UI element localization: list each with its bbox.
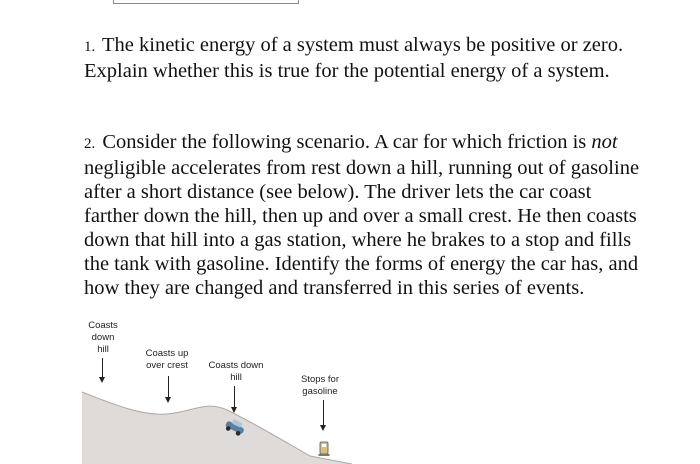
question-2-text-after: negligible accelerates from rest down a hill, running out of gasoline after a short distance (see below). The driver lets the car coast farther down the hill, then up and over a small crest. He then coasts down that hill into a gas station, where he brakes to a stop and fills the tank with gasoline. Identify the forms of energy the car has, and how they are changed and transferred in this series of events. xyxy=(84,157,640,299)
question-1-number: 1. xyxy=(84,39,96,55)
arrow-coasts-down-hill-1 xyxy=(102,358,103,378)
arrow-stops-for-gasoline xyxy=(323,400,324,426)
hill-scenario-figure xyxy=(82,316,352,464)
question-2 xyxy=(84,130,644,300)
question-1 xyxy=(84,33,644,83)
gas-pump-display xyxy=(322,444,326,447)
gas-pump-icon xyxy=(319,442,330,456)
question-1-text: The kinetic energy of a system must always be positive or zero. Explain whether this is true for the potential energy of a system. xyxy=(84,34,624,82)
top-frame-border xyxy=(113,0,299,4)
arrow-coasts-up-over-crest xyxy=(168,376,169,398)
label-coasts-down-hill-2: Coasts down hill xyxy=(208,360,264,383)
arrow-coasts-down-hill-2 xyxy=(234,386,235,408)
label-stops-for-gasoline: Stops for gasoline xyxy=(300,374,340,397)
question-2-text-before: Consider the following scenario. A car for which friction is xyxy=(102,131,592,153)
question-2-emphasis: not xyxy=(591,131,618,153)
gas-pump-base xyxy=(319,454,330,456)
label-coasts-up-over-crest: Coasts up over crest xyxy=(145,348,189,371)
question-2-number: 2. xyxy=(84,136,96,152)
label-coasts-down-hill-1: Coasts down hill xyxy=(88,320,118,355)
hill-ground xyxy=(82,392,352,464)
